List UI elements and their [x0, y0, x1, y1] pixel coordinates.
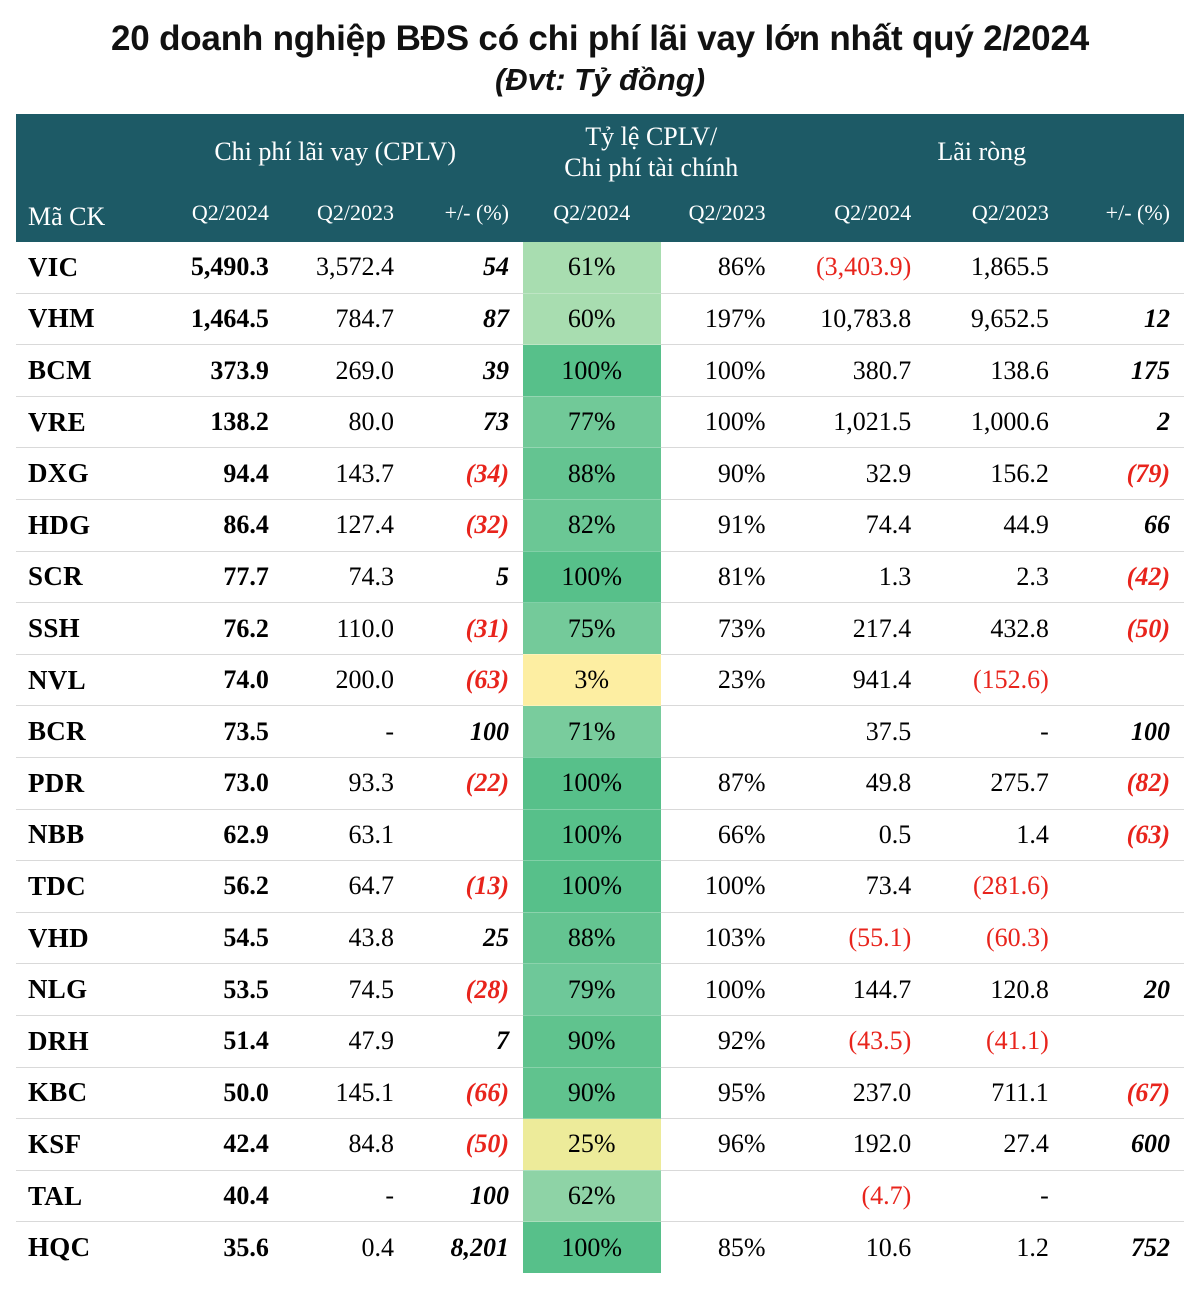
cell-cplv_2024: 138.2	[147, 396, 282, 448]
cell-ticker: HDG	[16, 500, 147, 552]
table-row	[16, 1222, 1184, 1274]
cell-cplv_chg: 54	[408, 242, 523, 293]
cell-net_chg: 600	[1063, 1119, 1184, 1171]
header-ma-ck: Mã CK	[16, 114, 147, 242]
cell-ticker: TDC	[16, 861, 147, 913]
cell-net_chg	[1063, 1170, 1184, 1222]
cell-net_2023: 9,652.5	[925, 293, 1063, 345]
table-row	[16, 654, 1184, 706]
cell-cplv_2023: 0.4	[361, 1232, 395, 1262]
cell-cplv_2024: 373.9	[147, 345, 282, 397]
cell-net_chg: 752	[1131, 1232, 1170, 1262]
table-row	[16, 861, 1184, 913]
cell-ratio_2023: 85%	[717, 1232, 766, 1262]
cell-cplv_2023: -	[283, 1170, 408, 1222]
cell-net_2023: -	[925, 706, 1063, 758]
cell-cplv_chg: (50)	[408, 1119, 523, 1171]
cell-cplv_chg: 39	[408, 345, 523, 397]
header-group-cplv: Chi phí lãi vay (CPLV)	[147, 114, 523, 191]
cell-net_chg: 20	[1063, 964, 1184, 1016]
cell-net_2024: (3,403.9)	[780, 242, 926, 293]
header-cplv-q22024: Q2/2024	[147, 191, 282, 242]
cell-ratio_2024: 100%	[523, 757, 661, 809]
title-block	[0, 0, 1200, 100]
cell-net_2023: 1.4	[925, 809, 1063, 861]
cell-ticker: VIC	[16, 242, 147, 293]
interest-expense-table	[16, 114, 1184, 1274]
cell-net_2024: 73.4	[780, 861, 926, 913]
cell-net_2023: (152.6)	[925, 654, 1063, 706]
cell-cplv_2024: 35.6	[223, 1232, 269, 1262]
cell-ticker: VRE	[16, 396, 147, 448]
cell-net_chg: 175	[1063, 345, 1184, 397]
cell-cplv_2024: 73.5	[147, 706, 282, 758]
table-row	[16, 757, 1184, 809]
cell-ticker: DXG	[16, 448, 147, 500]
table-row	[16, 345, 1184, 397]
cell-cplv_2024: 73.0	[147, 757, 282, 809]
cell-ratio_2024: 79%	[523, 964, 661, 1016]
cell-cplv_2024: 1,464.5	[147, 293, 282, 345]
cell-ratio_2023: 95%	[661, 1067, 780, 1119]
table-row	[16, 809, 1184, 861]
cell-ticker: BCM	[16, 345, 147, 397]
cell-net_2023: (281.6)	[925, 861, 1063, 913]
cell-net_2024: 1,021.5	[780, 396, 926, 448]
cell-ratio_2024: 100%	[523, 345, 661, 397]
cell-net_2024: 74.4	[780, 500, 926, 552]
cell-net_2023: 1,865.5	[925, 242, 1063, 293]
cell-cplv_2023: 80.0	[283, 396, 408, 448]
cell-ticker: SSH	[16, 603, 147, 655]
cell-net_chg	[1063, 1015, 1184, 1067]
cell-cplv_chg: 8,201	[450, 1232, 509, 1262]
table-row	[16, 500, 1184, 552]
cell-ratio_2023: 81%	[661, 551, 780, 603]
cell-cplv_2024: 62.9	[147, 809, 282, 861]
table-row	[16, 1067, 1184, 1119]
cell-net_2023: 711.1	[925, 1067, 1063, 1119]
table-row	[16, 1119, 1184, 1171]
cell-ratio_2023: 86%	[661, 242, 780, 293]
cell-net_2023: -	[925, 1170, 1063, 1222]
cell-ticker: NBB	[16, 809, 147, 861]
cell-ticker: NLG	[16, 964, 147, 1016]
cell-cplv_2023: 43.8	[283, 912, 408, 964]
cell-net_2023: 275.7	[925, 757, 1063, 809]
cell-ticker: SCR	[16, 551, 147, 603]
cell-ratio_2023: 66%	[661, 809, 780, 861]
cell-net_chg: (63)	[1063, 809, 1184, 861]
cell-ratio_2023: 100%	[661, 964, 780, 1016]
cell-ratio_2024: 88%	[523, 448, 661, 500]
cell-net_chg: (79)	[1063, 448, 1184, 500]
cell-ticker: TAL	[16, 1170, 147, 1222]
cell-net_2023: 156.2	[925, 448, 1063, 500]
table-row	[16, 448, 1184, 500]
table-row	[16, 242, 1184, 293]
table-row	[16, 1015, 1184, 1067]
cell-ratio_2023: 91%	[661, 500, 780, 552]
table-header	[16, 114, 1184, 242]
cell-net_2024: 144.7	[780, 964, 926, 1016]
table-body	[16, 242, 1184, 1273]
cell-net_chg: 2	[1063, 396, 1184, 448]
cell-cplv_2023: 3,572.4	[283, 242, 408, 293]
cell-net_2024: (43.5)	[780, 1015, 926, 1067]
cell-ratio_2023	[661, 706, 780, 758]
cell-net_chg: 100	[1063, 706, 1184, 758]
cell-cplv_chg: (31)	[408, 603, 523, 655]
cell-net_2024: 10,783.8	[780, 293, 926, 345]
cell-net_2023: (41.1)	[925, 1015, 1063, 1067]
cell-ratio_2023	[661, 1170, 780, 1222]
cell-cplv_2024: 53.5	[147, 964, 282, 1016]
cell-cplv_2023: 145.1	[283, 1067, 408, 1119]
cell-ticker: BCR	[16, 706, 147, 758]
cell-cplv_2024: 86.4	[147, 500, 282, 552]
cell-ratio_2023: 103%	[661, 912, 780, 964]
cell-cplv_2023: -	[283, 706, 408, 758]
cell-cplv_chg: 100	[408, 1170, 523, 1222]
cell-cplv_chg: 5	[408, 551, 523, 603]
cell-ratio_2023: 87%	[661, 757, 780, 809]
table-row	[16, 603, 1184, 655]
cell-ratio_2024: 71%	[523, 706, 661, 758]
cell-cplv_2023: 64.7	[283, 861, 408, 913]
cell-net_2023: 138.6	[925, 345, 1063, 397]
cell-cplv_2023: 784.7	[283, 293, 408, 345]
cell-net_2024: (4.7)	[780, 1170, 926, 1222]
cell-cplv_chg: 100	[408, 706, 523, 758]
cell-net_2024: 10.6	[865, 1232, 912, 1262]
cell-cplv_chg: (63)	[408, 654, 523, 706]
cell-net_2024: 217.4	[780, 603, 926, 655]
cell-cplv_2023: 63.1	[283, 809, 408, 861]
cell-ratio_2024: 25%	[523, 1119, 661, 1171]
cell-cplv_2024: 40.4	[147, 1170, 282, 1222]
table-row	[16, 396, 1184, 448]
cell-cplv_chg: (28)	[408, 964, 523, 1016]
header-ratio-q22024: Q2/2024	[523, 191, 661, 242]
header-ratio-q22023: Q2/2023	[661, 191, 780, 242]
page-subtitle: (Đvt: Tỷ đồng)	[494, 62, 706, 98]
cell-net_2023: (60.3)	[925, 912, 1063, 964]
cell-ratio_2023: 96%	[661, 1119, 780, 1171]
cell-cplv_chg: (66)	[408, 1067, 523, 1119]
cell-net_2024: (55.1)	[780, 912, 926, 964]
cell-ratio_2023: 23%	[661, 654, 780, 706]
cell-net_2023: 432.8	[925, 603, 1063, 655]
table-row	[16, 912, 1184, 964]
cell-net_chg: (67)	[1063, 1067, 1184, 1119]
cell-ticker: VHM	[16, 293, 147, 345]
cell-net_chg: 66	[1063, 500, 1184, 552]
cell-ratio_2024: 62%	[523, 1170, 661, 1222]
cell-cplv_2023: 200.0	[283, 654, 408, 706]
cell-cplv_2024: 42.4	[147, 1119, 282, 1171]
cell-cplv_chg: (32)	[408, 500, 523, 552]
cell-cplv_2023: 127.4	[283, 500, 408, 552]
cell-ratio_2024: 75%	[523, 603, 661, 655]
cell-net_2024: 237.0	[780, 1067, 926, 1119]
cell-ticker: NVL	[16, 654, 147, 706]
header-group-ratio-line1: Tỷ lệ CPLV/	[585, 121, 718, 151]
header-group-ratio-line2: Chi phí tài chính	[564, 152, 739, 182]
cell-ratio_2024: 60%	[523, 293, 661, 345]
cell-ratio_2024: 100%	[523, 809, 661, 861]
cell-ratio_2023: 100%	[661, 396, 780, 448]
cell-cplv_2024: 77.7	[147, 551, 282, 603]
cell-ratio_2023: 92%	[661, 1015, 780, 1067]
cell-net_2024: 0.5	[780, 809, 926, 861]
cell-net_chg	[1063, 242, 1184, 293]
cell-ratio_2024: 100%	[523, 861, 661, 913]
cell-ratio_2023: 90%	[661, 448, 780, 500]
cell-ratio_2023: 73%	[661, 603, 780, 655]
cell-ticker: KBC	[16, 1067, 147, 1119]
cell-net_2023: 2.3	[925, 551, 1063, 603]
cell-cplv_chg: (34)	[408, 448, 523, 500]
cell-cplv_2023: 74.3	[283, 551, 408, 603]
cell-ratio_2024: 61%	[523, 242, 661, 293]
cell-ratio_2024: 77%	[523, 396, 661, 448]
cell-ratio_2024: 100%	[523, 1222, 661, 1274]
cell-net_chg: (82)	[1063, 757, 1184, 809]
table-row	[16, 706, 1184, 758]
table-row	[16, 551, 1184, 603]
cell-net_chg: 12	[1063, 293, 1184, 345]
cell-cplv_chg: 73	[408, 396, 523, 448]
table-row	[16, 964, 1184, 1016]
cell-net_chg	[1063, 861, 1184, 913]
cell-cplv_chg: (13)	[408, 861, 523, 913]
cell-ratio_2024: 100%	[523, 551, 661, 603]
cell-cplv_2023: 84.8	[283, 1119, 408, 1171]
cell-cplv_chg	[408, 809, 523, 861]
cell-net_2024: 380.7	[780, 345, 926, 397]
cell-ratio_2023: 197%	[661, 293, 780, 345]
cell-ticker: PDR	[16, 757, 147, 809]
cell-net_2024: 49.8	[780, 757, 926, 809]
cell-cplv_2024: 94.4	[147, 448, 282, 500]
cell-cplv_2023: 74.5	[283, 964, 408, 1016]
cell-ratio_2024: 3%	[523, 654, 661, 706]
cell-net_2024: 32.9	[780, 448, 926, 500]
cell-net_chg: (42)	[1063, 551, 1184, 603]
cell-cplv_2023: 110.0	[283, 603, 408, 655]
cell-net_2023: 27.4	[925, 1119, 1063, 1171]
cell-net_2023: 120.8	[925, 964, 1063, 1016]
cell-ticker: DRH	[16, 1015, 147, 1067]
cell-ticker: HQC	[28, 1232, 91, 1263]
header-net-q22023: Q2/2023	[925, 191, 1063, 242]
cell-cplv_2024: 54.5	[147, 912, 282, 964]
header-cplv-q22023: Q2/2023	[283, 191, 408, 242]
cell-cplv_chg: 25	[408, 912, 523, 964]
cell-ticker: VHD	[16, 912, 147, 964]
cell-ratio_2024: 90%	[523, 1015, 661, 1067]
cell-ticker: KSF	[16, 1119, 147, 1171]
page-title: 20 doanh nghiệp BĐS có chi phí lãi vay lớn nhất quý 2/2024	[111, 19, 1089, 58]
cell-cplv_2023: 93.3	[283, 757, 408, 809]
header-net-q22024: Q2/2024	[780, 191, 926, 242]
cell-net_chg	[1063, 654, 1184, 706]
cell-net_2023: 44.9	[925, 500, 1063, 552]
cell-cplv_2024: 56.2	[147, 861, 282, 913]
cell-cplv_2023: 47.9	[283, 1015, 408, 1067]
cell-net_2023: 1,000.6	[925, 396, 1063, 448]
cell-net_2024: 1.3	[780, 551, 926, 603]
cell-net_2024: 941.4	[780, 654, 926, 706]
cell-cplv_chg: (22)	[408, 757, 523, 809]
cell-net_chg	[1063, 912, 1184, 964]
cell-net_2024: 37.5	[780, 706, 926, 758]
cell-cplv_chg: 87	[408, 293, 523, 345]
cell-cplv_2024: 50.0	[147, 1067, 282, 1119]
header-cplv-change: +/- (%)	[408, 191, 523, 242]
cell-cplv_2024: 76.2	[147, 603, 282, 655]
cell-cplv_2024: 5,490.3	[147, 242, 282, 293]
header-net-change: +/- (%)	[1063, 191, 1184, 242]
cell-ratio_2024: 82%	[523, 500, 661, 552]
table-row	[16, 1170, 1184, 1222]
header-group-netprofit: Lãi ròng	[780, 114, 1184, 191]
cell-cplv_2024: 51.4	[147, 1015, 282, 1067]
cell-ratio_2024: 88%	[523, 912, 661, 964]
cell-net_2023: 1.2	[1016, 1232, 1049, 1262]
cell-cplv_2023: 269.0	[283, 345, 408, 397]
header-group-ratio	[523, 114, 780, 191]
cell-cplv_2024: 74.0	[147, 654, 282, 706]
table-row	[16, 293, 1184, 345]
cell-net_chg: (50)	[1063, 603, 1184, 655]
cell-ratio_2023: 100%	[661, 861, 780, 913]
cell-cplv_2023: 143.7	[283, 448, 408, 500]
cell-cplv_chg: 7	[408, 1015, 523, 1067]
cell-ratio_2023: 100%	[661, 345, 780, 397]
cell-ratio_2024: 90%	[523, 1067, 661, 1119]
cell-net_2024: 192.0	[780, 1119, 926, 1171]
